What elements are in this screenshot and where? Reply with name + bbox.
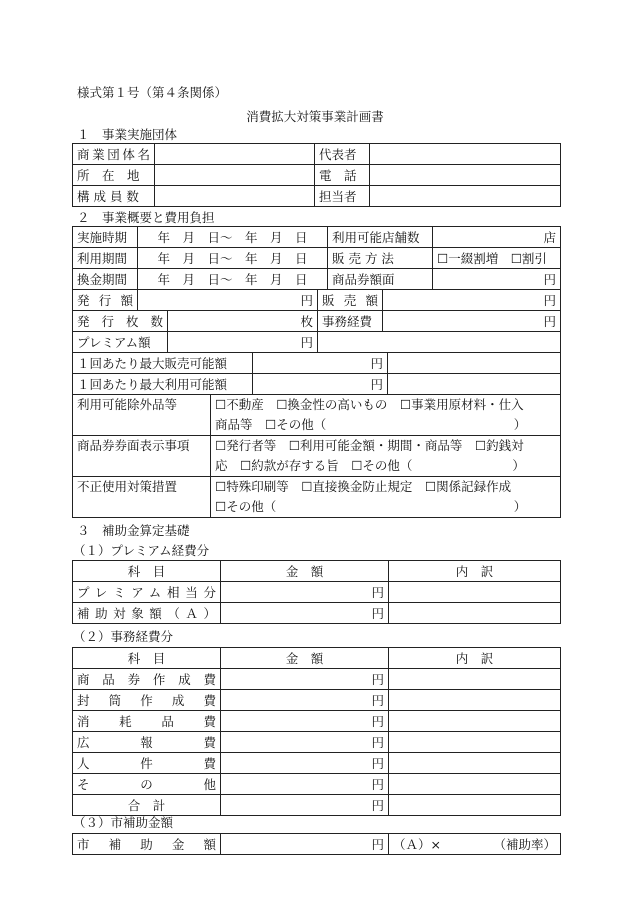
sales-method-label: 販 売 方 法 xyxy=(328,248,433,269)
usage-period-field[interactable]: 年 月 日～ 年 月 日 xyxy=(138,248,328,269)
publicity-amount[interactable]: 円 xyxy=(221,732,389,753)
stores-field[interactable]: 店 xyxy=(433,227,561,248)
phone-label: 電 話 xyxy=(315,165,370,186)
envelope-production-detail[interactable] xyxy=(389,690,561,711)
table-row xyxy=(73,374,561,395)
implementation-period-label: 実施時期 xyxy=(73,227,138,248)
max-usage-field[interactable]: 円 xyxy=(253,374,388,395)
members-field[interactable] xyxy=(155,186,315,207)
section1-heading: １ 事業実施団体 xyxy=(77,127,178,142)
personnel-label: 人件費 xyxy=(73,753,221,774)
excluded-items-line2: 商品等 ☐その他（ ） xyxy=(215,417,527,432)
table-row xyxy=(73,732,561,753)
max-sales-field[interactable]: 円 xyxy=(253,353,388,374)
measures-table xyxy=(72,394,561,518)
subsidy-target-label: 補助対象額（Ａ） xyxy=(73,603,221,624)
issue-amount-field[interactable]: 円 xyxy=(138,290,318,311)
table-row xyxy=(73,774,561,795)
personnel-amount[interactable]: 円 xyxy=(221,753,389,774)
col-item-header: 科 目 xyxy=(73,648,221,669)
members-label: 構 成 員 数 xyxy=(73,186,155,207)
table-row xyxy=(73,248,561,269)
table-row xyxy=(73,165,561,186)
city-subsidy-table xyxy=(72,833,561,855)
col-item-header: 科 目 xyxy=(73,561,221,582)
envelope-production-amount[interactable]: 円 xyxy=(221,690,389,711)
org-name-field[interactable] xyxy=(155,144,315,165)
table-row xyxy=(73,353,561,374)
excluded-items-line1: ☐不動産 ☐換金性の高いもの ☐事業用原材料・仕入 xyxy=(215,397,524,412)
other-label: その他 xyxy=(73,774,221,795)
table-row xyxy=(73,477,561,518)
premium-equivalent-amount[interactable]: 円 xyxy=(221,582,389,603)
envelope-production-label: 封筒作成費 xyxy=(73,690,221,711)
max-amount-table xyxy=(72,352,561,395)
table-row xyxy=(73,582,561,603)
voucher-value-field[interactable]: 円 xyxy=(433,269,561,290)
exchange-period-field[interactable]: 年 月 日～ 年 月 日 xyxy=(138,269,328,290)
table-row xyxy=(73,669,561,690)
contact-person-field[interactable] xyxy=(370,186,561,207)
sales-method-options[interactable]: ☐一綴割増 ☐割引 xyxy=(433,248,561,269)
phone-field[interactable] xyxy=(370,165,561,186)
face-items-line1: ☐発行者等 ☐利用可能金額・期間・商品等 ☐釣銭対 xyxy=(215,438,524,453)
other-detail[interactable] xyxy=(389,774,561,795)
stores-label: 利用可能店舗数 xyxy=(328,227,433,248)
subsidy-target-detail[interactable] xyxy=(389,603,561,624)
premium-cost-table xyxy=(72,560,561,624)
admin-cost-label: 事務経費 xyxy=(318,311,383,332)
table-row xyxy=(73,711,561,732)
premium-equivalent-label: プレミアム相当分 xyxy=(73,582,221,603)
table-row xyxy=(73,395,561,436)
voucher-production-label: 商品券作成費 xyxy=(73,669,221,690)
fraud-measures-line2: ☐その他（ ） xyxy=(215,499,527,514)
table-row xyxy=(73,648,561,669)
consumables-amount[interactable]: 円 xyxy=(221,711,389,732)
representative-label: 代表者 xyxy=(315,144,370,165)
premium-equivalent-detail[interactable] xyxy=(389,582,561,603)
exchange-period-label: 換金期間 xyxy=(73,269,138,290)
form-number: 様式第１号（第４条関係） xyxy=(77,85,228,100)
city-subsidy-formula[interactable] xyxy=(389,834,561,855)
city-subsidy-heading: （３）市補助金額 xyxy=(73,815,174,830)
col-detail-header: 内 訳 xyxy=(389,561,561,582)
period-table xyxy=(72,226,561,290)
address-field[interactable] xyxy=(155,165,315,186)
admin-cost-field[interactable]: 円 xyxy=(383,311,561,332)
document-title: 消費拡大対策事業計画書 xyxy=(246,109,384,124)
excluded-items-label: 利用可能除外品等 xyxy=(73,395,211,436)
voucher-value-label: 商品券額面 xyxy=(328,269,433,290)
fraud-measures-label: 不正使用対策措置 xyxy=(73,477,211,518)
table-row xyxy=(73,603,561,624)
issue-count-label: 発 行 枚 数 xyxy=(73,311,168,332)
voucher-production-amount[interactable]: 円 xyxy=(221,669,389,690)
premium-blank xyxy=(318,332,561,353)
issue-count-table xyxy=(72,310,561,332)
max-sales-label: １回あたり最大販売可能額 xyxy=(73,353,253,374)
formula-rate: （補助率） xyxy=(493,836,556,852)
organization-table xyxy=(72,143,561,207)
sales-amount-field[interactable]: 円 xyxy=(383,290,561,311)
contact-person-label: 担当者 xyxy=(315,186,370,207)
table-row xyxy=(73,186,561,207)
implementation-period-field[interactable]: 年 月 日～ 年 月 日 xyxy=(138,227,328,248)
col-amount-header: 金 額 xyxy=(221,561,389,582)
premium-field[interactable]: 円 xyxy=(168,332,318,353)
admin-cost-heading: （２）事務経費分 xyxy=(73,629,174,644)
consumables-label: 消耗品費 xyxy=(73,711,221,732)
table-row xyxy=(73,311,561,332)
section2-heading: ２ 事業概要と費用負担 xyxy=(77,210,215,225)
sales-amount-label: 販 売 額 xyxy=(318,290,383,311)
max-usage-blank xyxy=(388,374,561,395)
representative-field[interactable] xyxy=(370,144,561,165)
table-row xyxy=(73,332,561,353)
personnel-detail[interactable] xyxy=(389,753,561,774)
issue-amount-label: 発 行 額 xyxy=(73,290,138,311)
section3-heading: ３ 補助金算定基礎 xyxy=(77,523,190,538)
table-row xyxy=(73,753,561,774)
publicity-detail[interactable] xyxy=(389,732,561,753)
table-row xyxy=(73,690,561,711)
formula-a: （Ａ）× xyxy=(393,836,441,852)
table-row xyxy=(73,269,561,290)
admin-cost-table xyxy=(72,647,561,816)
subsidy-target-amount[interactable]: 円 xyxy=(221,603,389,624)
premium-label: プレミアム額 xyxy=(73,332,168,353)
issue-amount-table xyxy=(72,289,561,311)
col-amount-header: 金 額 xyxy=(221,648,389,669)
issue-count-field[interactable]: 枚 xyxy=(168,311,318,332)
premium-table xyxy=(72,331,561,353)
fraud-measures-options[interactable] xyxy=(211,477,561,518)
max-sales-blank xyxy=(388,353,561,374)
face-items-line2: 応 ☐約款が存する旨 ☐その他（ ） xyxy=(215,458,525,473)
publicity-label: 広報費 xyxy=(73,732,221,753)
usage-period-label: 利用期間 xyxy=(73,248,138,269)
address-label: 所 在 地 xyxy=(73,165,155,186)
city-subsidy-amount[interactable]: 円 xyxy=(221,834,389,855)
max-usage-label: １回あたり最大利用可能額 xyxy=(73,374,253,395)
table-row xyxy=(73,290,561,311)
total-label: 合 計 xyxy=(73,795,221,816)
table-row xyxy=(73,561,561,582)
table-row xyxy=(73,834,561,855)
premium-cost-heading: （１）プレミアム経費分 xyxy=(73,543,210,558)
total-amount[interactable]: 円 xyxy=(221,795,389,816)
excluded-items-options[interactable] xyxy=(211,395,561,436)
table-row xyxy=(73,436,561,477)
city-subsidy-label: 市補助金額 xyxy=(73,834,221,855)
table-row xyxy=(73,227,561,248)
col-detail-header: 内 訳 xyxy=(389,648,561,669)
face-items-options[interactable] xyxy=(211,436,561,477)
total-detail[interactable] xyxy=(389,795,561,816)
table-row xyxy=(73,144,561,165)
consumables-detail[interactable] xyxy=(389,711,561,732)
other-amount[interactable]: 円 xyxy=(221,774,389,795)
org-name-label: 商業団体名 xyxy=(73,144,155,165)
fraud-measures-line1: ☐特殊印刷等 ☐直接換金防止規定 ☐関係記録作成 xyxy=(215,479,512,494)
voucher-production-detail[interactable] xyxy=(389,669,561,690)
face-items-label: 商品券券面表示事項 xyxy=(73,436,211,477)
